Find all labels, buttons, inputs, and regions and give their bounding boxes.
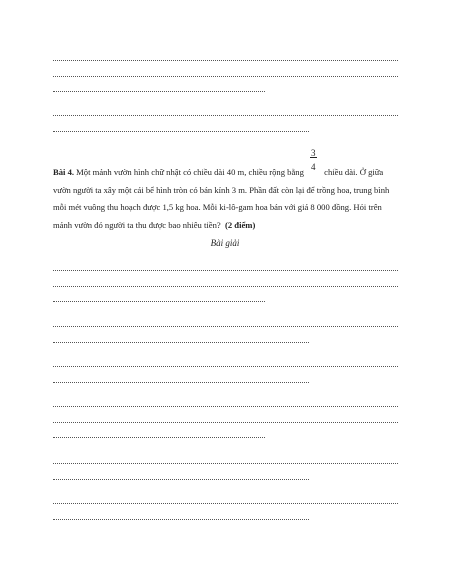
answer-line: [53, 115, 398, 117]
answer-line: [53, 326, 398, 328]
answer-line: [53, 406, 398, 408]
answer-line: [53, 463, 398, 465]
fraction-bar: [310, 157, 317, 158]
answer-line: [53, 437, 265, 439]
fraction: [308, 148, 320, 175]
answer-line: [53, 270, 398, 272]
answer-line: [53, 91, 265, 93]
solution-title: Bài giải: [210, 238, 240, 248]
answer-line: [53, 76, 398, 78]
answer-line: [53, 131, 309, 133]
problem-text-part1: Một mảnh vườn hình chữ nhật có chiều dài 40 m, chiều rộng bằng: [74, 167, 307, 177]
problem-label: Bài 4.: [53, 167, 75, 177]
fraction-denominator: 4: [311, 162, 316, 172]
answer-line: [53, 479, 309, 481]
answer-line: [53, 286, 398, 288]
problem-statement: [53, 148, 400, 234]
answer-line: [53, 382, 309, 384]
answer-line: [53, 342, 309, 344]
answer-line: [53, 366, 398, 368]
problem-text-part2: chiều dài. Ở giữa vườn người ta xây một cái bể hình tròn có bán kính 3 m. Phần đất còn lại để trồng hoa, trung bình mỗi mét vuông thu hoạch được 1,5 kg hoa. Mỗi ki-lô-gam hoa bán với giá 8 000 đồng. Hỏi trên mảnh vườn đó người ta thu được bao nhiêu tiền?: [53, 167, 390, 230]
answer-line: [53, 422, 398, 424]
answer-line: [53, 60, 398, 62]
answer-line: [53, 503, 398, 505]
answer-line: [53, 519, 309, 521]
answer-line: [53, 301, 265, 303]
problem-points: (2 điểm): [225, 219, 256, 230]
fraction-numerator: 3: [311, 148, 316, 158]
